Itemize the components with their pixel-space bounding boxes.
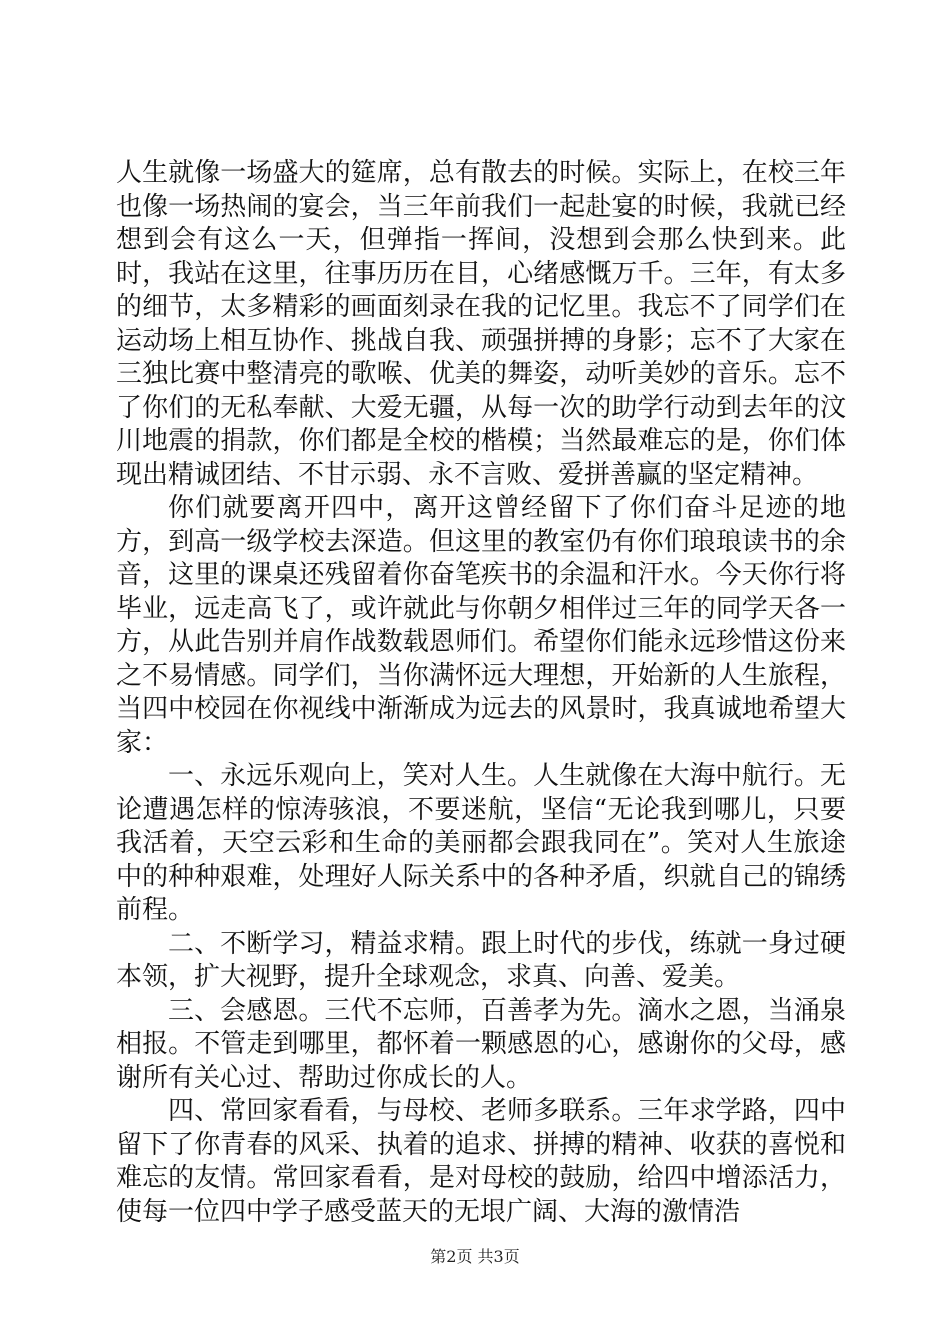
paragraph-farewell: 你们就要离开四中，离开这曾经留下了你们奋斗足迹的地方，到高一级学校去深造。但这里的教室仍有你们琅琅读书的余音，这里的课桌还残留着你奋笔疾书的余温和汗水。今天你行将毕业，远走高飞了，或许就此与你朝夕相伴过三年的同学天各一方，从此告别并肩作战数载恩师们。希望你们能永远珍惜这份来之不易情感。同学们，当你满怀远大理想，开始新的人生旅程，当四中校园在你视线中渐渐成为远去的风景时，我真诚地希望大家： bbox=[116, 493, 846, 758]
document-body bbox=[116, 157, 846, 1229]
paragraph-wish-1: 一、永远乐观向上，笑对人生。人生就像在大海中航行。无论遭遇怎样的惊涛骇浪，不要迷航，坚信“无论我到哪儿，只要我活着，天空云彩和生命的美丽都会跟我同在”。笑对人生旅途中的种种艰难，处理好人际关系中的各种矛盾，织就自己的锦绣前程。 bbox=[116, 761, 846, 925]
paragraph-opening: 人生就像一场盛大的筵席，总有散去的时候。实际上，在校三年也像一场热闹的宴会，当三年前我们一起赴宴的时候，我就已经想到会有这么一天，但弹指一挥间，没想到会那么快到来。此时，我站在这里，往事历历在目，心绪感慨万千。三年，有太多的细节，太多精彩的画面刻录在我的记忆里。我忘不了同学们在运动场上相互协作、挑战自我、顽强拼搏的身影；忘不了大家在三独比赛中整清亮的歌喉、优美的舞姿，动听美妙的音乐。忘不了你们的无私奉献、大爱无疆，从每一次的助学行动到去年的汶川地震的捐款，你们都是全校的楷模；当然最难忘的是，你们体现出精诚团结、不甘示弱、永不言败、爱拼善赢的坚定精神。 bbox=[116, 158, 846, 490]
paragraph-wish-3: 三、会感恩。三代不忘师，百善孝为先。滴水之恩，当涌泉相报。不管走到哪里，都怀着一颗感恩的心，感谢你的父母，感谢所有关心过、帮助过你成长的人。 bbox=[116, 995, 846, 1093]
paragraph-wish-4: 四、常回家看看，与母校、老师多联系。三年求学路，四中留下了你青春的风采、执着的追求、拼搏的精神、收获的喜悦和难忘的友情。常回家看看，是对母校的鼓励，给四中增添活力，使每一位四中学子感受蓝天的无垠广阔、大海的激情浩 bbox=[116, 1096, 846, 1227]
page-footer bbox=[0, 1244, 950, 1267]
page-indicator: 第2页 共3页 bbox=[430, 1247, 520, 1266]
paragraph-wish-2: 二、不断学习，精益求精。跟上时代的步伐，练就一身过硬本领，扩大视野，提升全球观念，求真、向善、爱美。 bbox=[116, 928, 846, 992]
